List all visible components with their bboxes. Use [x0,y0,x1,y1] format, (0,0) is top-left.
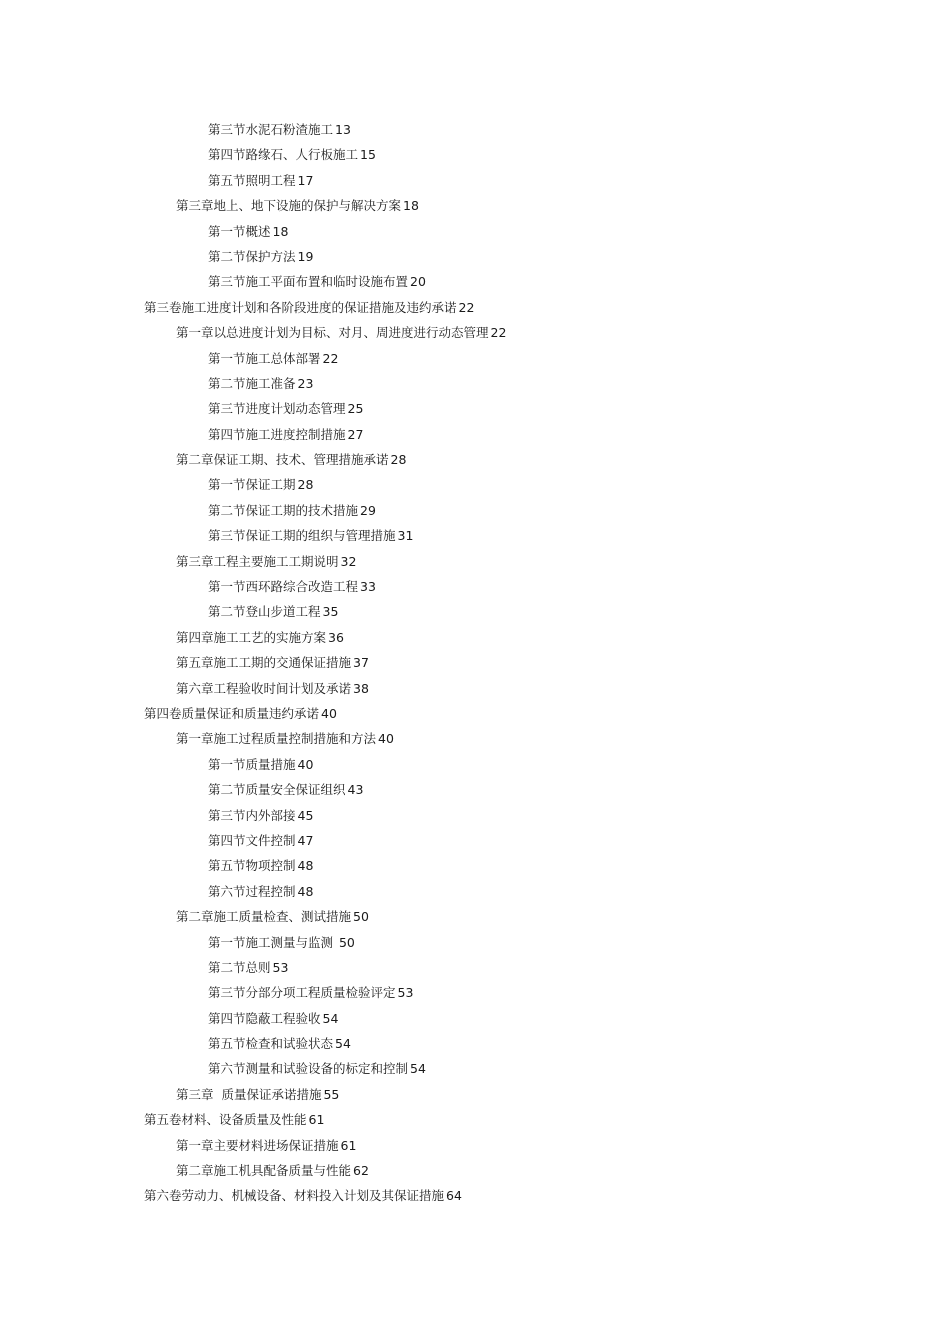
toc-section-entry[interactable] [0,346,950,371]
toc-entry-title: 第三节内外部接 [208,807,296,823]
toc-section-entry[interactable] [0,930,950,955]
toc-entry-page-number: 22 [322,350,339,366]
toc-section-entry[interactable] [0,422,950,447]
toc-entry-page-number: 54 [410,1061,426,1077]
toc-entry-page-number: 23 [297,375,314,391]
toc-entry-title: 第二章保证工期、技术、管理措施承诺 [176,452,389,468]
toc-entry-title: 第六卷劳动力、机械设备、材料投入计划及其保证措施 [144,1188,445,1204]
toc-entry-title: 第一节概述 [208,223,271,239]
toc-entry-title: 第一章施工过程质量控制措施和方法 [176,731,377,747]
toc-entry-title: 第二节保证工期的技术措施 [208,502,359,518]
toc-entry-title: 第三章 质量保证承诺措施 [176,1086,322,1102]
toc-entry-page-number: 47 [297,832,314,848]
toc-section-entry[interactable] [0,1056,950,1081]
toc-chapter-entry[interactable] [0,1133,950,1158]
toc-section-entry[interactable] [0,1006,950,1031]
toc-entry-page-number: 28 [297,477,314,493]
toc-entry-title: 第三节水泥石粉渣施工 [208,122,334,137]
toc-entry-page-number: 29 [360,502,376,518]
toc-entry-page-number: 54 [335,1036,351,1052]
toc-entry-page-number: 27 [347,426,364,442]
toc-entry-page-number: 15 [360,147,376,163]
toc-entry-page-number: 38 [353,680,369,696]
toc-entry-title: 第五节检查和试验状态 [208,1036,334,1052]
toc-entry-title: 第四节隐蔽工程验收 [208,1010,321,1026]
toc-section-entry[interactable] [0,599,950,624]
toc-entry-page-number: 48 [297,883,314,899]
toc-chapter-entry[interactable] [0,676,950,701]
toc-section-entry[interactable] [0,752,950,777]
toc-entry-title: 第二节施工准备 [208,375,296,391]
toc-section-entry[interactable] [0,523,950,548]
toc-entry-page-number: 40 [321,705,337,721]
toc-entry-title: 第四卷质量保证和质量违约承诺 [144,705,320,721]
toc-entry-page-number: 22 [458,299,475,315]
toc-section-entry[interactable] [0,371,950,396]
toc-entry-title: 第二章施工机具配备质量与性能 [176,1163,352,1179]
toc-chapter-entry[interactable] [0,904,950,929]
toc-entry-title: 第六节测量和试验设备的标定和控制 [208,1061,409,1077]
toc-entry-page-number: 13 [335,122,351,137]
toc-entry-title: 第一章主要材料进场保证措施 [176,1137,339,1153]
toc-entry-title: 第二节总则 [208,959,271,975]
toc-chapter-entry[interactable] [0,193,950,218]
toc-entry-title: 第三节进度计划动态管理 [208,401,346,417]
toc-volume-entry[interactable] [0,1107,950,1132]
toc-volume-entry[interactable] [0,701,950,726]
toc-entry-page-number: 54 [322,1010,339,1026]
toc-chapter-entry[interactable] [0,726,950,751]
toc-section-entry[interactable] [0,269,950,294]
toc-entry-page-number: 40 [297,756,314,772]
toc-entry-title: 第三章地上、地下设施的保护与解决方案 [176,198,402,214]
toc-entry-page-number: 53 [272,959,289,975]
toc-section-entry[interactable] [0,1031,950,1056]
toc-entry-title: 第一节保证工期 [208,477,296,493]
toc-chapter-entry[interactable] [0,1158,950,1183]
toc-entry-title: 第五卷材料、设备质量及性能 [144,1112,307,1128]
toc-entry-page-number: 37 [353,655,369,671]
toc-section-entry[interactable] [0,828,950,853]
toc-section-entry[interactable] [0,142,950,167]
toc-section-entry[interactable] [0,853,950,878]
toc-entry-title: 第四章施工工艺的实施方案 [176,629,327,645]
toc-entry-page-number: 18 [403,198,419,214]
toc-section-entry[interactable] [0,879,950,904]
toc-entry-title: 第三节施工平面布置和临时设施布置 [208,274,409,290]
toc-entry-title: 第三章工程主要施工工期说明 [176,553,339,569]
toc-entry-title: 第二节登山步道工程 [208,604,321,620]
toc-entry-page-number: 50 [338,934,355,950]
toc-chapter-entry[interactable] [0,650,950,675]
toc-section-entry[interactable] [0,244,950,269]
toc-entry-page-number: 33 [360,579,376,595]
toc-entry-page-number: 55 [323,1086,340,1102]
toc-entry-page-number: 43 [347,782,364,798]
toc-section-entry[interactable] [0,219,950,244]
toc-entry-title: 第六章工程验收时间计划及承诺 [176,680,352,696]
toc-entry-title: 第三卷施工进度计划和各阶段进度的保证措施及违约承诺 [144,299,457,315]
toc-section-entry[interactable] [0,498,950,523]
toc-entry-page-number: 17 [297,172,314,188]
toc-entry-title: 第四节施工进度控制措施 [208,426,346,442]
toc-entry-title: 第二节质量安全保证组织 [208,782,346,798]
toc-chapter-entry[interactable] [0,1082,950,1107]
toc-entry-page-number: 61 [308,1112,325,1128]
toc-entry-page-number: 20 [410,274,426,290]
toc-section-entry[interactable] [0,574,950,599]
table-of-contents [0,117,950,1209]
toc-chapter-entry[interactable] [0,549,950,574]
toc-chapter-entry[interactable] [0,320,950,345]
toc-chapter-entry[interactable] [0,625,950,650]
toc-entry-title: 第三节分部分项工程质量检验评定 [208,985,396,1001]
toc-entry-page-number: 25 [347,401,364,417]
toc-entry-title: 第三节保证工期的组织与管理措施 [208,528,396,544]
toc-entry-page-number: 45 [297,807,314,823]
toc-entry-title: 第二章施工质量检查、测试措施 [176,909,352,925]
toc-entry-title: 第四节路缘石、人行板施工 [208,147,359,163]
toc-entry-page-number: 53 [397,985,414,1001]
toc-section-entry[interactable] [0,980,950,1005]
toc-entry-title: 第六节过程控制 [208,883,296,899]
toc-entry-title: 第二节保护方法 [208,248,296,264]
toc-entry-page-number: 64 [446,1188,462,1204]
toc-section-entry[interactable] [0,803,950,828]
toc-section-entry[interactable] [0,472,950,497]
toc-entry-page-number: 62 [353,1163,369,1179]
toc-entry-page-number: 18 [272,223,289,239]
toc-entry-title: 第五章施工工期的交通保证措施 [176,655,352,671]
toc-entry-page-number: 19 [297,248,314,264]
toc-entry-title: 第五节物项控制 [208,858,296,874]
toc-section-entry[interactable] [0,396,950,421]
toc-entry-page-number: 36 [328,629,344,645]
toc-section-entry[interactable] [0,168,950,193]
toc-section-entry[interactable] [0,117,950,142]
toc-entry-title: 第一章以总进度计划为目标、对月、周进度进行动态管理 [176,325,489,341]
toc-entry-title: 第一节施工总体部署 [208,350,321,366]
toc-entry-title: 第一节施工测量与监测 [208,934,337,950]
toc-entry-page-number: 48 [297,858,314,874]
toc-entry-page-number: 35 [322,604,339,620]
toc-entry-page-number: 22 [490,325,507,341]
toc-entry-title: 第五节照明工程 [208,172,296,188]
toc-entry-page-number: 50 [353,909,369,925]
toc-entry-page-number: 28 [390,452,407,468]
toc-entry-title: 第一节西环路综合改造工程 [208,579,359,595]
toc-entry-title: 第一节质量措施 [208,756,296,772]
toc-chapter-entry[interactable] [0,447,950,472]
toc-volume-entry[interactable] [0,1183,950,1208]
toc-volume-entry[interactable] [0,295,950,320]
toc-entry-page-number: 40 [378,731,394,747]
toc-entry-title: 第四节文件控制 [208,832,296,848]
toc-entry-page-number: 32 [340,553,357,569]
toc-entry-page-number: 61 [340,1137,357,1153]
toc-entry-page-number: 31 [397,528,414,544]
toc-section-entry[interactable] [0,955,950,980]
toc-section-entry[interactable] [0,777,950,802]
